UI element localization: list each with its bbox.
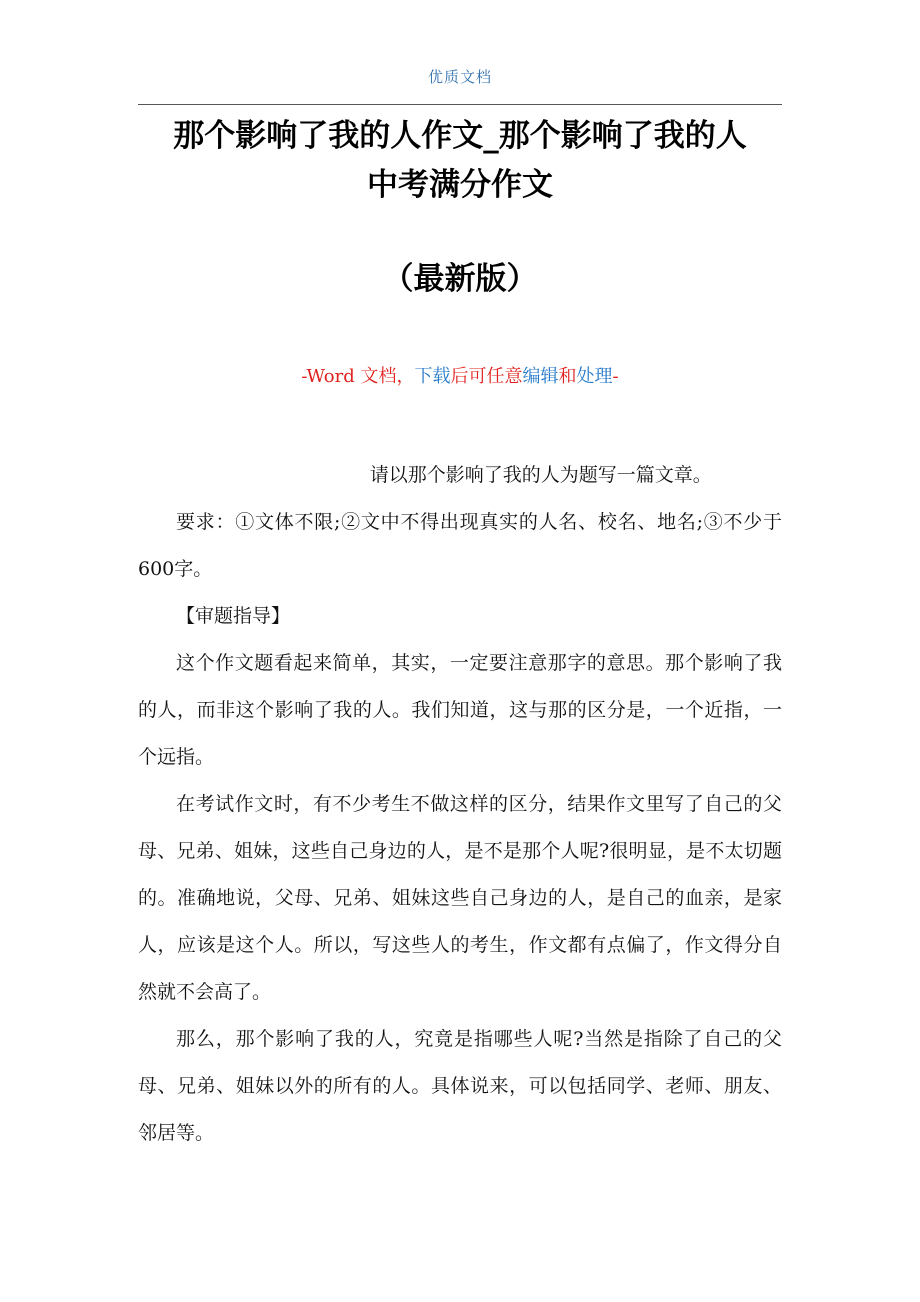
section-heading: 【审题指导】 [176,605,291,627]
document-title [110,112,810,210]
tagline [0,362,920,392]
header-divider [138,104,782,105]
prompt-paragraph: 请以那个影响了我的人为题写一篇文章。 [369,464,712,486]
tagline-part-4: 编辑 [522,366,559,387]
body-paragraph: 这个作文题看起来简单，其实，一定要注意那字的意思。那个影响了我的人，而非这个影响了我的人。我们知道，这与那的区分是，一个近指，一个远指。 [138,652,782,768]
edition-label: （最新版） [382,261,538,297]
tagline-part-2: 下载 [414,366,451,387]
tagline-part-3: 后可任意 [450,366,523,387]
body-paragraph: 在考试作文时，有不少考生不做这样的区分，结果作文里写了自己的父母、兄弟、姐妹，这些自己身边的人，是不是那个人呢?很明显，是不太切题的。准确地说，父母、兄弟、姐妹这些自己身边的人，是自己的血亲，是家人，应该是这个人。所以，写这些人的考生，作文都有点偏了，作文得分自然就不会高了。 [138,793,782,1003]
title-line-2: 中考满分作文 [367,167,553,203]
title-line-1: 那个影响了我的人作文_那个影响了我的人 [173,118,747,154]
tagline-part-6: 处理 [576,366,613,387]
body-paragraph: 那么，那个影响了我的人，究竟是指哪些人呢?当然是指除了自己的父母、兄弟、姐妹以外的所有的人。具体说来，可以包括同学、老师、朋友、邻居等。 [138,1028,782,1144]
requirements-paragraph: 要求：①文体不限;②文中不得出现真实的人名、校名、地名;③不少于600字。 [138,511,782,580]
header-label: 优质文档 [427,68,492,86]
tagline-part-7: - [612,366,619,387]
tagline-part-5: 和 [558,366,577,387]
tagline-part-1: -Word 文档， [301,366,415,387]
article-body [138,452,782,1157]
